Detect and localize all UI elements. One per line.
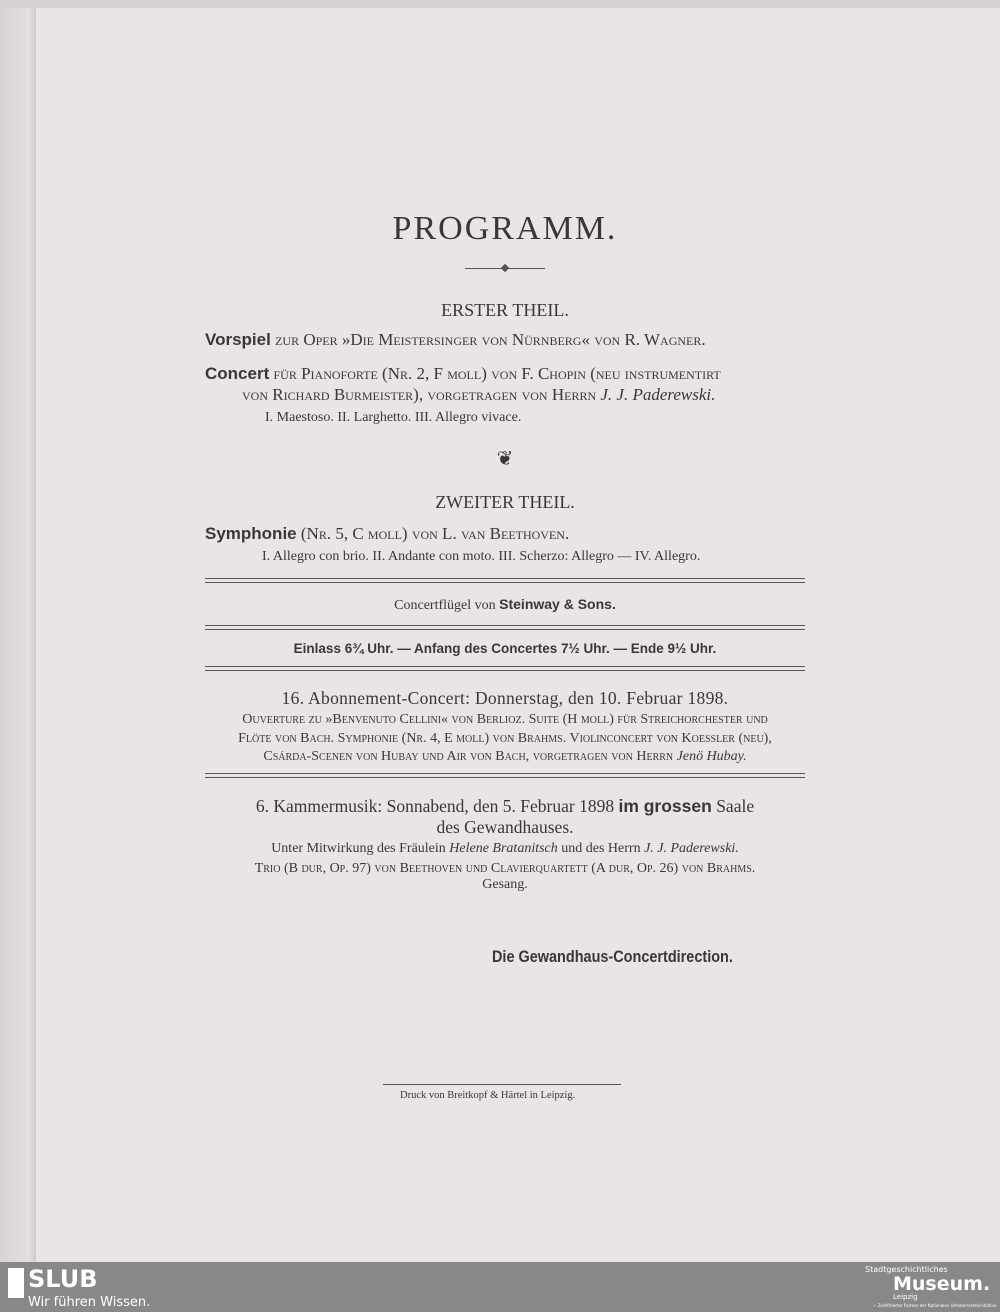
double-rule xyxy=(205,625,805,630)
museum-note: ✓ Zertifizierter Partner der Nationalen Urheberrechtsinitiative xyxy=(873,1303,997,1308)
signature: Die Gewandhaus-Concertdirection. xyxy=(492,947,733,966)
times: Einlass 6¾ Uhr. — Anfang des Concertes 7½ Uhr. — Ende 9½ Uhr. xyxy=(293,641,717,656)
item-concert xyxy=(205,364,721,384)
item-label: Vorspiel xyxy=(205,330,271,349)
leaf-ornament-icon: ❦ xyxy=(496,448,514,470)
double-rule xyxy=(205,773,805,778)
chamber-line: Trio (B dur, Op. 97) von Beethoven und Clavierquartett (A dur, Op. 26) von Brahms. xyxy=(254,861,756,876)
item-concert-line2 xyxy=(242,385,715,405)
item-vorspiel xyxy=(205,330,706,350)
item-symphonie xyxy=(205,524,569,544)
line-text: Saale xyxy=(711,796,755,816)
page-fold xyxy=(0,0,36,1262)
ornament-diamond xyxy=(501,264,509,272)
line-text: und des Herrn xyxy=(557,841,645,856)
item-text: zur Oper »Die Meistersinger von Nürnberg« von R. Wagner. xyxy=(270,330,706,349)
performer-name: Jenö Hubay. xyxy=(676,749,747,764)
line-text: 6. Kammermusik: Sonnabend, den 5. Februar 1898 xyxy=(255,796,619,816)
chamber-heading xyxy=(200,796,810,817)
book-icon xyxy=(8,1268,24,1298)
page-edge xyxy=(0,0,1000,8)
chamber-line xyxy=(200,841,810,857)
museum-logo[interactable]: Museum. xyxy=(893,1273,991,1295)
performer-name: Helene Bratanitsch xyxy=(449,841,558,856)
footer-bar xyxy=(0,1262,1000,1312)
chamber-line: Gesang. xyxy=(482,877,528,892)
next-concert-line: Flöte von Bach. Symphonie (Nr. 4, E moll) von Brahms. Violinconcert von Koessler (neu), xyxy=(238,731,772,746)
museum-city: Leipzig xyxy=(893,1293,918,1301)
next-concert-line: Ouverture zu »Benvenuto Cellini« von Berlioz. Suite (H moll) für Streichorchester und xyxy=(242,712,768,727)
slub-logo[interactable]: SLUB xyxy=(28,1265,98,1293)
next-concert-line xyxy=(200,749,810,765)
next-concert-heading: 16. Abonnement-Concert: Donnerstag, den 10. Februar 1898. xyxy=(281,688,729,708)
item-text: (Nr. 5, C moll) von L. van Beethoven. xyxy=(296,524,570,543)
movements: I. Maestoso. II. Larghetto. III. Allegro vivace. xyxy=(265,410,522,425)
printer-note: Druck von Breitkopf & Härtel in Leipzig. xyxy=(400,1090,576,1101)
item-label: Concert xyxy=(205,364,270,383)
performer-name: J. J. Paderewski. xyxy=(644,841,739,856)
page-title: PROGRAMM. xyxy=(392,210,618,247)
slogan: Wir führen Wissen. xyxy=(28,1295,151,1310)
item-text: von Richard Burmeister), vorgetragen von Herrn xyxy=(242,385,601,404)
line-text: Csárda-Scenen von Hubay und Air von Bach, vorgetragen von Herrn xyxy=(263,749,677,764)
part1-heading: ERSTER THEIL. xyxy=(441,300,569,320)
double-rule xyxy=(205,666,805,671)
museum-top: Stadtgeschichtliches xyxy=(865,1265,948,1274)
rule xyxy=(383,1084,621,1085)
piano-note xyxy=(200,596,810,614)
part2-heading: ZWEITER THEIL. xyxy=(435,492,575,512)
museum-note-text: Zertifizierter Partner der Nationalen Urheberrechtsinitiative xyxy=(877,1303,997,1308)
double-rule xyxy=(205,578,805,583)
performer-name: J. J. Paderewski. xyxy=(600,385,716,404)
item-text: für Pianoforte (Nr. 2, F moll) von F. Chopin (neu instrumentirt xyxy=(269,364,721,383)
line-bold: im grossen xyxy=(618,796,712,816)
chamber-heading-line2: des Gewandhauses. xyxy=(436,817,574,837)
piano-text: Concertflügel von xyxy=(394,598,500,613)
piano-maker: Steinway & Sons. xyxy=(499,596,616,612)
movements: I. Allegro con brio. II. Andante con moto. III. Scherzo: Allegro — IV. Allegro. xyxy=(262,549,701,564)
line-text: Unter Mitwirkung des Fräulein xyxy=(271,841,450,856)
item-label: Symphonie xyxy=(205,524,297,543)
